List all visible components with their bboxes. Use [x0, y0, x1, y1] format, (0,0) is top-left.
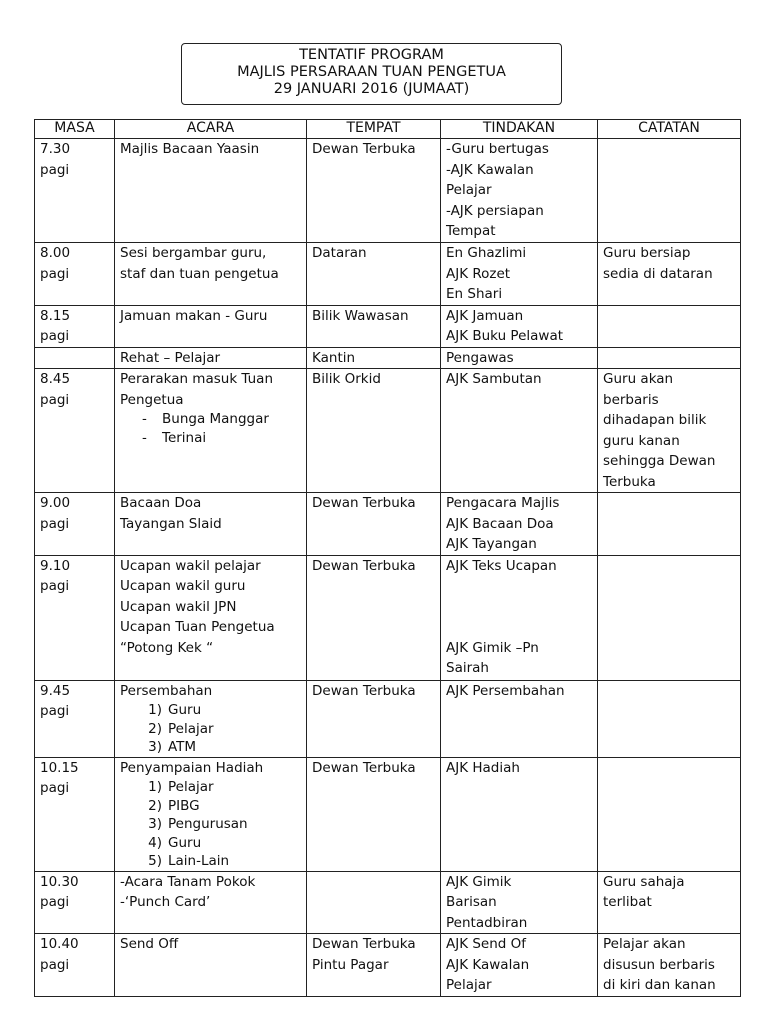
- catatan-line: guru kanan: [603, 432, 680, 449]
- cell-tindakan: [441, 757, 598, 871]
- tindakan-line: AJK Teks Ucapan: [446, 557, 557, 574]
- cell-tindakan: [441, 139, 598, 243]
- tindakan-line: [446, 617, 593, 638]
- cell-acara: [115, 493, 307, 556]
- cell-tempat: [307, 347, 441, 369]
- table-row: [35, 139, 741, 243]
- catatan-line: di kiri dan kanan: [603, 977, 716, 993]
- cell-tempat: [307, 369, 441, 493]
- cell-acara: [115, 680, 307, 757]
- masa-line: 10.15: [40, 759, 79, 776]
- acara-line: Sesi bergambar guru,: [120, 245, 267, 261]
- table-row: [35, 369, 741, 493]
- masa-line: pagi: [40, 265, 70, 282]
- acara-sub-item: [120, 834, 302, 853]
- cell-acara: [115, 555, 307, 680]
- acara-line: Tayangan Slaid: [120, 515, 222, 532]
- tempat-line: Kantin: [312, 349, 356, 366]
- tempat-line: Dewan Terbuka: [312, 141, 416, 157]
- header-row: [35, 120, 741, 139]
- number-bullet: 4): [148, 834, 162, 851]
- masa-line: pagi: [40, 578, 70, 594]
- cell-masa: [35, 369, 115, 493]
- cell-tempat: [307, 934, 441, 997]
- acara-sub-text: Terinai: [162, 429, 207, 446]
- tindakan-line: Pengacara Majlis: [446, 495, 560, 511]
- column-header-acara: ACARA: [115, 120, 307, 139]
- table-row: [35, 347, 741, 369]
- number-bullet: 1): [148, 779, 162, 795]
- catatan-line: Guru akan: [603, 371, 674, 387]
- catatan-line: dihadapan bilik: [603, 412, 707, 428]
- acara-sub-item: [120, 778, 302, 797]
- cell-catatan: [598, 680, 741, 757]
- acara-sub-text: ATM: [168, 739, 197, 755]
- cell-catatan: [598, 493, 741, 556]
- masa-line: 9.10: [40, 557, 71, 574]
- masa-line: pagi: [40, 328, 70, 344]
- masa-line: 8.00: [40, 245, 71, 261]
- acara-sub-text: Guru: [168, 702, 202, 718]
- tindakan-line: AJK Sambutan: [446, 371, 542, 387]
- tindakan-line: [446, 597, 593, 618]
- masa-line: 8.45: [40, 371, 71, 387]
- table-row: [35, 243, 741, 306]
- acara-line: Bacaan Doa: [120, 495, 202, 511]
- table-row: [35, 871, 741, 934]
- title-line-1: TENTATIF PROGRAM: [299, 47, 444, 63]
- tempat-line: Dataran: [312, 245, 367, 261]
- tindakan-line: AJK Persembahan: [446, 682, 565, 699]
- cell-tindakan: [441, 347, 598, 369]
- acara-sub-text: Pelajar: [168, 779, 214, 795]
- table-row: [35, 493, 741, 556]
- cell-acara: [115, 871, 307, 934]
- cell-catatan: [598, 347, 741, 369]
- acara-line: Send Off: [120, 936, 179, 952]
- cell-tindakan: [441, 934, 598, 997]
- dash-bullet: -: [142, 411, 147, 427]
- acara-sub-item: [120, 701, 302, 720]
- tindakan-line: AJK Tayangan: [446, 536, 537, 552]
- cell-catatan: [598, 555, 741, 680]
- masa-line: 8.15: [40, 307, 71, 324]
- acara-line: Penyampaian Hadiah: [120, 759, 264, 776]
- tindakan-line: Pelajar: [446, 977, 492, 993]
- cell-catatan: [598, 305, 741, 347]
- acara-line: Ucapan wakil guru: [120, 578, 246, 594]
- cell-catatan: [598, 139, 741, 243]
- acara-line: Perarakan masuk Tuan: [120, 371, 274, 387]
- cell-tindakan: [441, 243, 598, 306]
- cell-acara: [115, 934, 307, 997]
- acara-line: staf dan tuan pengetua: [120, 265, 279, 282]
- cell-acara: [115, 305, 307, 347]
- tempat-line: Dewan Terbuka: [312, 557, 416, 574]
- cell-tindakan: [441, 493, 598, 556]
- tindakan-line: En Ghazlimi: [446, 245, 527, 261]
- tindakan-line: AJK Buku Pelawat: [446, 328, 564, 344]
- catatan-line: Guru sahaja: [603, 873, 685, 890]
- tindakan-line: [446, 576, 593, 597]
- cell-tindakan: [441, 305, 598, 347]
- tempat-line: Pintu Pagar: [312, 956, 389, 973]
- tindakan-line: -AJK Kawalan: [446, 161, 534, 178]
- number-bullet: 3): [148, 739, 162, 755]
- cell-masa: [35, 555, 115, 680]
- cell-masa: [35, 871, 115, 934]
- acara-line: -‘Punch Card’: [120, 894, 211, 910]
- title-line-3: 29 JANUARI 2016 (JUMAAT): [273, 81, 470, 97]
- cell-catatan: [598, 243, 741, 306]
- tindakan-line: Sairah: [446, 660, 489, 676]
- tempat-line: Dewan Terbuka: [312, 759, 416, 776]
- cell-masa: [35, 305, 115, 347]
- schedule-body: [35, 139, 741, 997]
- catatan-line: Terbuka: [603, 473, 656, 490]
- acara-sub-text: Bunga Manggar: [162, 411, 269, 427]
- cell-acara: [115, 757, 307, 871]
- tindakan-line: En Shari: [446, 286, 503, 302]
- cell-tempat: [307, 757, 441, 871]
- cell-tempat: [307, 680, 441, 757]
- table-row: [35, 555, 741, 680]
- number-bullet: 5): [148, 853, 162, 869]
- tindakan-line: AJK Rozet: [446, 265, 511, 282]
- cell-acara: [115, 369, 307, 493]
- masa-line: pagi: [40, 956, 70, 973]
- acara-sub-item: [120, 797, 302, 816]
- acara-line: Rehat – Pelajar: [120, 349, 221, 366]
- table-row: [35, 680, 741, 757]
- cell-tempat: [307, 555, 441, 680]
- masa-line: pagi: [40, 894, 70, 910]
- dash-bullet: -: [142, 429, 147, 446]
- acara-sub-item: [120, 815, 302, 834]
- cell-masa: [35, 934, 115, 997]
- acara-sub-item: [120, 429, 302, 448]
- cell-tindakan: [441, 369, 598, 493]
- masa-line: pagi: [40, 515, 70, 532]
- tindakan-line: AJK Gimik: [446, 873, 512, 890]
- tindakan-line: AJK Bacaan Doa: [446, 515, 554, 532]
- acara-line: Ucapan wakil pelajar: [120, 557, 261, 574]
- cell-masa: [35, 243, 115, 306]
- number-bullet: 3): [148, 816, 162, 832]
- acara-line: -Acara Tanam Pokok: [120, 873, 256, 890]
- tindakan-line: Tempat: [446, 223, 496, 239]
- column-header-tindakan: TINDAKAN: [441, 120, 598, 139]
- cell-masa: [35, 493, 115, 556]
- cell-catatan: [598, 934, 741, 997]
- masa-line: pagi: [40, 161, 70, 178]
- cell-tempat: [307, 493, 441, 556]
- acara-sub-text: PIBG: [168, 797, 200, 814]
- column-header-catatan: CATATAN: [598, 120, 741, 139]
- table-row: [35, 934, 741, 997]
- program-title-box: [181, 43, 562, 105]
- masa-line: pagi: [40, 780, 70, 796]
- cell-masa: [35, 139, 115, 243]
- cell-masa: [35, 757, 115, 871]
- tindakan-line: -AJK persiapan: [446, 202, 544, 219]
- acara-sub-text: Guru: [168, 834, 202, 851]
- tempat-line: Bilik Wawasan: [312, 307, 409, 324]
- schedule-table: [34, 119, 741, 997]
- cell-masa: [35, 680, 115, 757]
- cell-acara: [115, 243, 307, 306]
- number-bullet: 1): [148, 702, 162, 718]
- masa-line: 10.40: [40, 936, 79, 952]
- tindakan-line: Pengawas: [446, 349, 514, 366]
- masa-line: pagi: [40, 391, 70, 408]
- acara-sub-text: Pelajar: [168, 720, 214, 737]
- catatan-line: sehingga Dewan: [603, 453, 716, 469]
- column-header-masa: MASA: [35, 120, 115, 139]
- tindakan-line: -Guru bertugas: [446, 141, 549, 157]
- table-row: [35, 305, 741, 347]
- cell-tindakan: [441, 871, 598, 934]
- cell-masa: [35, 347, 115, 369]
- tindakan-line: AJK Hadiah: [446, 759, 520, 776]
- cell-acara: [115, 139, 307, 243]
- catatan-line: sedia di dataran: [603, 265, 713, 282]
- catatan-line: berbaris: [603, 391, 659, 408]
- masa-line: pagi: [40, 703, 70, 719]
- tindakan-line: AJK Send Of: [446, 936, 527, 952]
- tempat-line: Dewan Terbuka: [312, 936, 416, 952]
- cell-catatan: [598, 757, 741, 871]
- cell-catatan: [598, 369, 741, 493]
- acara-line: Pengetua: [120, 391, 184, 408]
- acara-line: Majlis Bacaan Yaasin: [120, 141, 260, 157]
- tindakan-line: AJK Jamuan: [446, 307, 524, 324]
- acara-line: “Potong Kek “: [120, 639, 214, 656]
- cell-tindakan: [441, 680, 598, 757]
- acara-line: Jamuan makan - Guru: [120, 307, 268, 324]
- acara-sub-item: [120, 410, 302, 429]
- masa-line: 7.30: [40, 141, 71, 157]
- acara-sub-item: [120, 738, 302, 757]
- tempat-line: Bilik Orkid: [312, 371, 381, 387]
- catatan-line: Guru bersiap: [603, 245, 691, 261]
- tindakan-line: Pentadbiran: [446, 914, 528, 931]
- catatan-line: terlibat: [603, 894, 652, 910]
- tempat-line: Dewan Terbuka: [312, 682, 416, 699]
- cell-catatan: [598, 871, 741, 934]
- acara-sub-item: [120, 852, 302, 871]
- acara-sub-text: Pengurusan: [168, 816, 248, 832]
- cell-tindakan: [441, 555, 598, 680]
- cell-tempat: [307, 139, 441, 243]
- tindakan-line: AJK Gimik –Pn: [446, 639, 539, 656]
- tindakan-line: Pelajar: [446, 182, 492, 198]
- catatan-line: disusun berbaris: [603, 956, 715, 973]
- column-header-tempat: TEMPAT: [307, 120, 441, 139]
- cell-tempat: [307, 305, 441, 347]
- acara-line: Persembahan: [120, 682, 213, 699]
- cell-tempat: [307, 871, 441, 934]
- cell-acara: [115, 347, 307, 369]
- tindakan-line: Barisan: [446, 894, 497, 910]
- tindakan-line: AJK Kawalan: [446, 956, 530, 973]
- title-line-2: MAJLIS PERSARAAN TUAN PENGETUA: [237, 64, 506, 80]
- table-row: [35, 757, 741, 871]
- masa-line: 9.45: [40, 682, 71, 699]
- acara-line: Ucapan Tuan Pengetua: [120, 619, 275, 635]
- masa-line: 9.00: [40, 495, 71, 511]
- tempat-line: Dewan Terbuka: [312, 495, 416, 511]
- acara-line: Ucapan wakil JPN: [120, 598, 237, 615]
- number-bullet: 2): [148, 720, 162, 737]
- acara-sub-item: [120, 720, 302, 739]
- masa-line: 10.30: [40, 873, 79, 890]
- number-bullet: 2): [148, 797, 162, 814]
- acara-sub-text: Lain-Lain: [168, 853, 230, 869]
- cell-tempat: [307, 243, 441, 306]
- catatan-line: Pelajar akan: [603, 936, 686, 952]
